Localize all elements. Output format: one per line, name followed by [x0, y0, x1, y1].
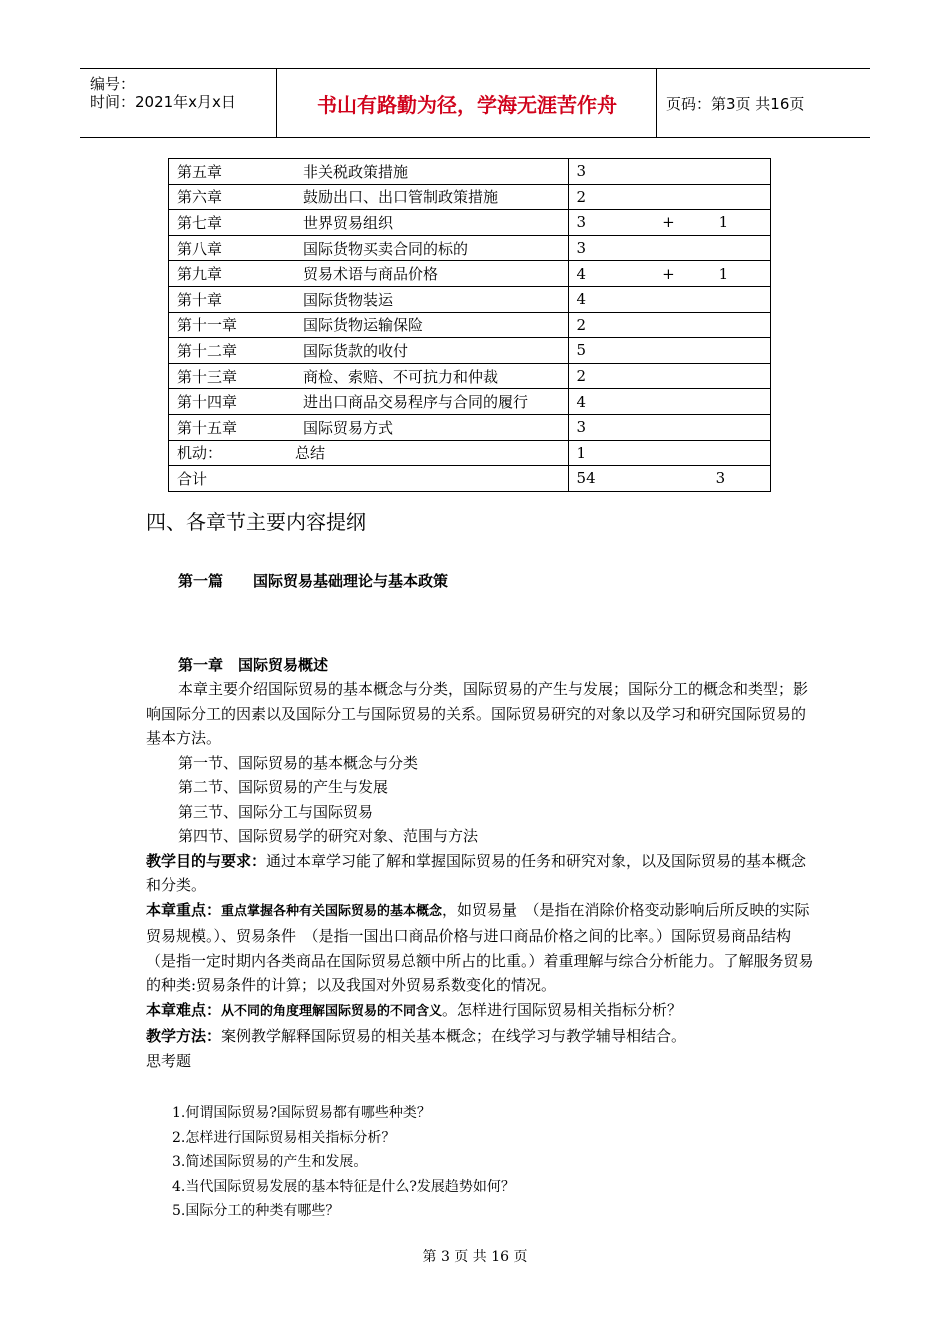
header-motto: 书山有路勤为径，学海无涯苦作舟: [317, 92, 617, 117]
question-item: 3.简述国际贸易的产生和发展。: [172, 1154, 368, 1170]
chapter-name: 非关税政策措施: [303, 162, 409, 181]
table-row: [169, 389, 771, 415]
hours-value: 5: [576, 341, 587, 360]
chapter-name: 国际货款的收付: [303, 341, 409, 360]
teaching-goals-label: 教学目的与要求：: [146, 851, 267, 870]
page-footer: 第 3 页 共 16 页: [422, 1249, 528, 1265]
hours-cell: [568, 159, 770, 185]
table-row: [169, 338, 771, 364]
chapter-cell: [169, 440, 569, 466]
chapter-name: 国际货物装运: [303, 290, 394, 309]
section-item: 第二节、国际贸易的产生与发展: [178, 778, 389, 796]
chapter-body: [146, 677, 814, 1073]
chapter-number: 第五章: [177, 162, 223, 181]
chapter-name: 世界贸易组织: [303, 213, 394, 232]
table-body: [169, 159, 771, 492]
hours-value: 3: [576, 418, 587, 437]
chapter-number: 第十三章: [177, 367, 238, 386]
question-item: 5.国际分工的种类有哪些？: [172, 1203, 340, 1219]
document-date-label: 时间：2021年x月x日: [90, 93, 236, 111]
difficult-points-emphasis: 从不同的角度理解国际贸易的不同含义: [221, 1003, 443, 1019]
extra-hours: 1: [718, 213, 729, 232]
teaching-method-label: 教学方法：: [146, 1027, 222, 1045]
total-label-cell: [169, 466, 569, 492]
chapter-name: 国际贸易方式: [303, 418, 394, 437]
chapter-cell: [169, 210, 569, 236]
chapter-number: 第七章: [177, 213, 223, 232]
chapter-number: 机动：: [177, 444, 223, 463]
table-row: [169, 440, 771, 466]
hours-value: 4: [576, 264, 587, 283]
table-row: [169, 286, 771, 312]
section-item: 第三节、国际分工与国际贸易: [178, 802, 374, 821]
hours-cell: [568, 184, 770, 210]
total-hours: 54: [576, 469, 596, 488]
difficult-points-label: 本章难点：: [146, 1000, 222, 1019]
chapter-intro: 本章主要介绍国际贸易的基本概念与分类，国际贸易的产生与发展；国际分工的概念和类型；影响国际分工的因素以及国际分工与国际贸易的关系。国际贸易研究的对象以及学习和研究国际贸易的基本方法。: [146, 680, 809, 747]
hours-value: 4: [576, 290, 587, 309]
part-title: 第一篇 国际贸易基础理论与基本政策: [178, 572, 449, 590]
questions-list: [172, 1101, 515, 1224]
chapter-number: 第十章: [177, 290, 223, 309]
hours-cell: [568, 363, 770, 389]
hours-cell: [568, 389, 770, 415]
hours-cell: [568, 338, 770, 364]
chapter-title: 第一章 国际贸易概述: [178, 656, 329, 674]
teaching-method-text: 案例教学解释国际贸易的相关基本概念；在线学习与教学辅导相结合。: [221, 1027, 687, 1045]
section-item: 第一节、国际贸易的基本概念与分类: [178, 753, 419, 772]
hours-cell: [568, 235, 770, 261]
key-points-text: ，如贸易量 （是指在消除价格变动影响后所反映的实际贸易规模。）、贸易条件 （是指一国出口商品价格与进口商品价格之间的比率。）国际贸易商品结构（是指一定时期内各类商品在国际贸易总额中所占的比重。）着重理解与综合分析能力。了解服务贸易的种类:贸易条件的计算；以及我国对外贸易系数变化的情况。: [146, 900, 814, 994]
total-label: 合计: [177, 469, 208, 488]
plus-sign: +: [662, 213, 675, 232]
table-row: [169, 235, 771, 261]
hours-value: 2: [576, 315, 587, 334]
chapter-name: 总结: [295, 444, 326, 463]
hours-cell: [568, 286, 770, 312]
chapter-cell: [169, 235, 569, 261]
header-meta: [80, 69, 276, 137]
header-page-number: 页码：第3页 共16页: [666, 95, 805, 113]
section-title: 四、各章节主要内容提纲: [146, 510, 366, 534]
difficult-points-text: 。怎样进行国际贸易相关指标分析？: [442, 1000, 683, 1019]
key-points: [146, 898, 814, 998]
total-extra-hours: 3: [715, 469, 726, 488]
total-hours-cell: [568, 466, 770, 492]
chapter-name: 商检、索赔、不可抗力和仲裁: [303, 367, 499, 386]
hours-cell: [568, 440, 770, 466]
chapter-cell: [169, 389, 569, 415]
hours-value: 3: [576, 162, 587, 181]
table-row: [169, 363, 771, 389]
hours-cell: [568, 261, 770, 287]
section-item: 第四节、国际贸易学的研究对象、范围与方法: [178, 827, 479, 845]
chapter-cell: [169, 312, 569, 338]
difficult-points: [146, 998, 814, 1025]
question-item: 2.怎样进行国际贸易相关指标分析？: [172, 1129, 396, 1146]
teaching-goals-text: 通过本章学习能了解和掌握国际贸易的任务和研究对象，以及国际贸易的基本概念和分类。: [146, 851, 807, 894]
hours-value: 4: [576, 392, 587, 411]
chapter-cell: [169, 159, 569, 185]
document-number-label: 编号：: [90, 75, 136, 93]
plus-sign: +: [662, 264, 675, 283]
table-row: [169, 414, 771, 440]
teaching-method: [146, 1024, 814, 1049]
table-row: [169, 210, 771, 236]
hours-value: 3: [576, 213, 587, 232]
question-item: 1.何谓国际贸易?国际贸易都有哪些种类？: [172, 1105, 431, 1121]
table-row: [169, 159, 771, 185]
table-row: [169, 261, 771, 287]
chapter-name: 国际货物买卖合同的标的: [303, 239, 469, 258]
chapter-cell: [169, 414, 569, 440]
chapter-name: 进出口商品交易程序与合同的履行: [303, 393, 529, 412]
header-divider: [656, 69, 657, 137]
chapter-name: 国际货物运输保险: [303, 316, 424, 335]
chapter-cell: [169, 363, 569, 389]
table-row: [169, 312, 771, 338]
chapter-cell: [169, 184, 569, 210]
hours-value: 3: [576, 239, 587, 258]
hours-cell: [568, 312, 770, 338]
table-row: [169, 184, 771, 210]
chapter-number: 第十一章: [177, 316, 238, 335]
chapter-number: 第六章: [177, 188, 223, 207]
hours-cell: [568, 414, 770, 440]
page-header: [80, 68, 870, 138]
chapter-name: 贸易术语与商品价格: [303, 265, 439, 284]
hours-value: 2: [576, 187, 587, 206]
question-item: 4.当代国际贸易发展的基本特征是什么?发展趋势如何？: [172, 1178, 515, 1195]
chapter-number: 第十四章: [177, 393, 238, 412]
questions-title: 思考题: [146, 1051, 192, 1070]
teaching-goals: [146, 849, 814, 898]
hours-value: 1: [576, 443, 587, 462]
hours-value: 2: [576, 367, 587, 386]
chapter-number: 第八章: [177, 239, 223, 258]
chapter-cell: [169, 261, 569, 287]
chapter-hours-table: [168, 158, 771, 492]
extra-hours: 1: [718, 264, 729, 283]
chapter-cell: [169, 338, 569, 364]
chapter-name: 鼓励出口、出口管制政策措施: [303, 188, 499, 207]
hours-cell: [568, 210, 770, 236]
key-points-emphasis: 重点掌握各种有关国际贸易的基本概念: [221, 903, 443, 919]
table-total-row: [169, 466, 771, 492]
chapter-cell: [169, 286, 569, 312]
chapter-number: 第九章: [177, 265, 223, 284]
chapter-number: 第十五章: [177, 418, 238, 437]
chapter-number: 第十二章: [177, 341, 238, 360]
key-points-label: 本章重点：: [146, 900, 222, 919]
